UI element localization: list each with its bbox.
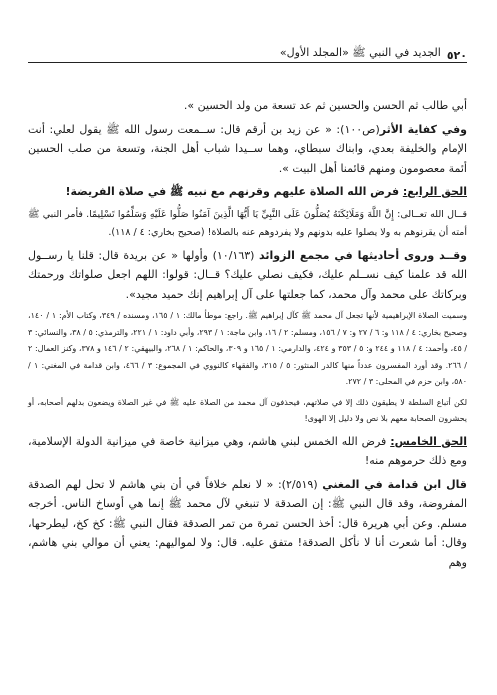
book-title: الجديد في النبي ﷺ «المجلد الأول» — [279, 46, 441, 59]
paragraph-text: (٢/٥١٩): « لا نعلم خلافاً في أن بني هاشم لا تحل لهم الصدقة المفروضة، وقد قال النبي ﷺ: إن الصدقة لا تنبغي لآل محمد ﷺ إنما هي أوساخ الناس. أخرجه مسلم. وعن أبي هريرة قال: أخذ الحسن تمرة من تمر الصدقة فقال النبي ﷺ: كخ كخ، ليطرحها، وقال: أما شعرت أنا لا نأكل الصدقة! متفق عليه. قال: ولا لمواليهم: يعني أن موالي بني هاشم، وهم — [28, 477, 467, 569]
paragraph-ibn-qudama — [28, 475, 467, 573]
paragraph-majma-al-zawaid — [28, 246, 467, 305]
paragraph-references: وسميت الصلاة الإبراهيمية لأنها تجعل آل محمد ﷺ كآل إبراهيم ﷺ. راجع: موطأ مالك: ١ / ١٦٥، ومسنده / ٣٤٩، وكتاب الأم: ١ / ١٤٠، وصحيح بخاري: ٤ / ١١٨ و: ٦ / ٢٧ و: ٧ / ١٥٦، ومسلم: ٢ / ١٦، وابن ماجة: ١ / ٢٩٣، وأبي داود: ١ / ٢٢١، والترمذي: ٥ / ٣٨، والنسائي: ٣ / ٤٥، وأحمد: ٤ / ١١٨ و ٢٤٤ و: ٥ / ٣٥٣ و ٤٢٤، والدارمي: ١ / ١٦٥ و ٣٠٩، والحاكم: ١ / ٢٦٨، والبيهقي: ٢ / ١٤٦ و ٣٧٨، وكنز العمال: ٢ / ٢٦٦. وقد أورد المفسرون عدداً منها كالدر المنثور: ٥ / ٢١٥، والفقهاء كالنووي في المجموع: ٣ / ٤٦٦، وابن قدامة في المغني: ١ / ٥٨٠، وابن حزم في المحلى: ٣ / ٢٧٢. — [28, 311, 468, 386]
paragraph-quran-verse: قــال الله تعــالى: إِنَّ اللَّهَ وَمَلَائِكَتَهُ يُصَلُّونَ عَلَى النَّبِيِّ يَا أَيُّهَا الَّذِينَ آمَنُوا صَلُّوا عَلَيْهِ وَسَلِّمُوا تَسْلِيمًا. فأمر النبي ﷺ أمته أن يقرنوهم به ولا يصلوا عليه بدونهم ولا يفردوهم عنه بالصلاة! (صحيح بخاري: ٤ / ١١٨). — [28, 208, 467, 238]
source-title: قال ابن قدامة في المغني — [322, 477, 467, 491]
paragraph-text: (١٠/١٦٣) وأولها « عن بريدة قال: قلنا يا رســول الله قد علمنا كيف نســلم عليك، فكيف نصلي عليك؟ قــال: قولوا: اللهم اجعل صلواتك ورحمتك وبركاتك على محمد وآل محمد، كما جعلتها على آل إبراهيم إنك حميد مجيد». — [28, 248, 467, 301]
source-title: وقــد وروى أحاديثها في مجمع الزوائد — [259, 248, 467, 262]
paragraph-fifth-right — [28, 432, 467, 471]
paragraph-1: أبي طالب ثم الحسن والحسين ثم عد تسعة من ولد الحسين ». — [183, 99, 467, 112]
paragraph-note: لكن أتباع السلطة لا يطيقون ذلك إلا في صلاتهم، فيحذفون آل محمد من الصلاة عليه ﷺ في غير الصلاة ويضعون بدلهم أصحابه، أو يحشرون الصحابة معهم بلا نص ولا دليل إلا الهوى! — [28, 397, 467, 423]
page-number: ٥٢٠ — [446, 49, 467, 62]
section-heading-text: فرض الله الصلاة عليهم وقرنهم مع نبيه ﷺ في صلاة الفريضة! — [65, 185, 403, 198]
section-heading: الحق الرابع: — [402, 185, 467, 198]
page-body — [28, 96, 467, 572]
book-page — [28, 0, 467, 695]
paragraph-fourth-right — [28, 182, 467, 202]
section-heading: الحق الخامس: — [390, 434, 467, 448]
source-title: وفي كفاية الأثر — [379, 122, 468, 136]
paragraph-text: (ص١٠٠): « عن زيد بن أرقم قال: ســمعت رسول الله ﷺ يقول لعلي: أنت الإمام والخليفة بعدي، وابناك سبطاي، وهما ســيدا شباب أهل الجنة، وتسعة من صلب الحسين أئمة معصومون ومنهم قائمنا أهل البيت ». — [28, 122, 467, 175]
running-header — [28, 38, 467, 63]
paragraph-text: فرض الله الخمس لبني هاشم، وهي ميزانية خاصة في ميزانية الدولة الإسلامية، ومع ذلك حرموهم منه! — [28, 434, 467, 467]
paragraph-kifayat-al-athar — [28, 120, 467, 179]
